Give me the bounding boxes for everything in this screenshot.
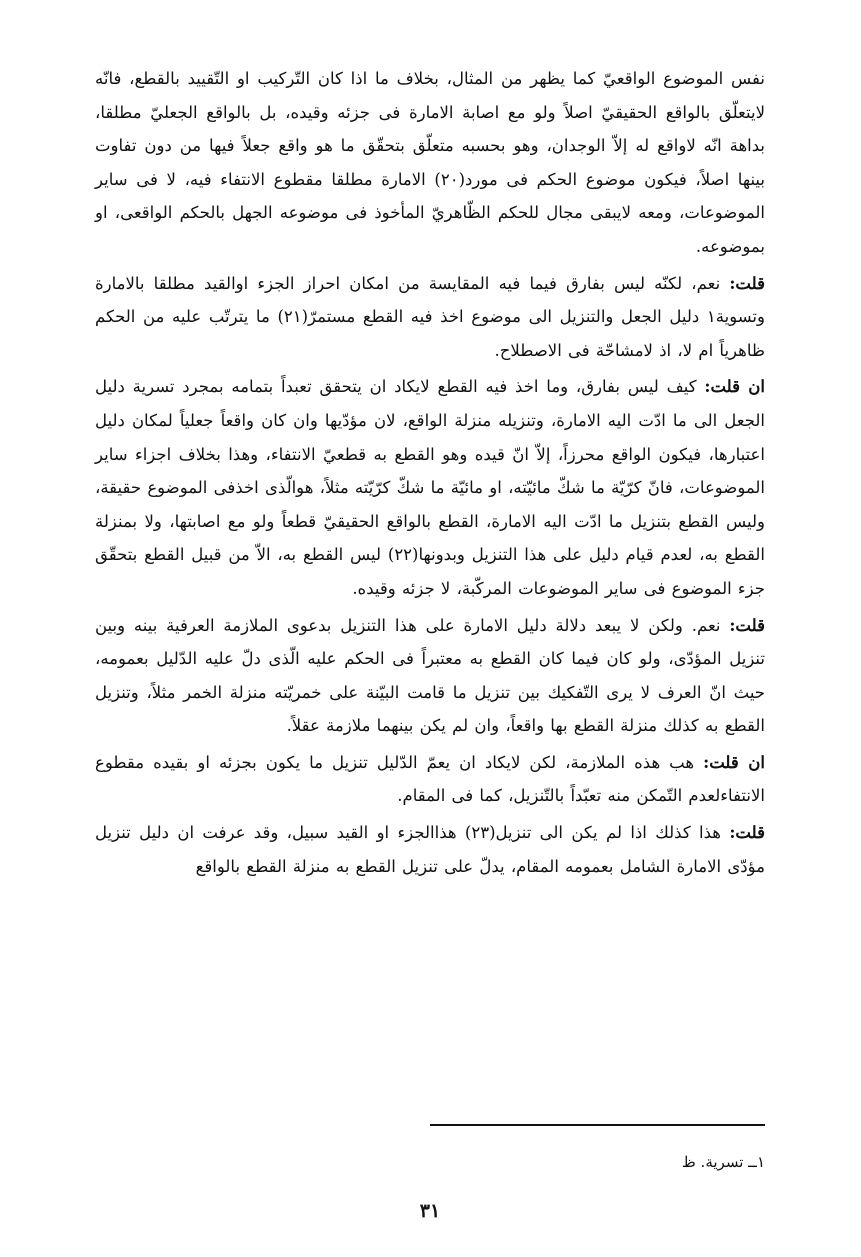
paragraph-4-text: نعم. ولكن لا يبعد دلالة دليل الامارة على هذا التنزيل بدعوى الملازمة العرفية بينه وبين تنزيل المؤدّى، ولو كان فيما كان القطع به معتبراً فى الحكم عليه الّذى دلّ عليه الدّليل بعمومه، حيث انّ العرف لا يرى التّفكيك بين تنزيل ما قامت البيّنة على خمريّته منزلة الخمر مثلاً، وتنزيل القطع به كذلك منزلة القطع بها واقعاً، وان لم يكن بينهما ملازمة عقلاً. [95, 615, 765, 736]
paragraph-3-lead: ان قلت: [704, 377, 766, 397]
paragraph-2-lead: قلت: [729, 273, 765, 293]
paragraph-6 [95, 816, 765, 883]
paragraph-2-text: نعم، لكنّه ليس بفارق فيما فيه المقايسة من امكان احراز الجزء اوالقيد مطلقا بالامارة وتسوية١ دليل الجعل والتنزيل الى موضوع اخذ فيه القطع مستمرّ(٢١) ما يترتّب عليه من الحكم ظاهرياً ام لا، اذ لامشاحّة فى الاصطلاح. [95, 273, 765, 360]
footnote-divider [430, 1124, 765, 1126]
paragraph-5-lead: ان قلت: [703, 752, 765, 772]
paragraph-3 [95, 370, 765, 605]
paragraph-3-text: كيف ليس بفارق، وما اخذ فيه القطع لايكاد ان يتحقق تعبداً بتمامه بمجرد تسرية دليل الجعل الى ما ادّت اليه الامارة، وتنزيله منزلة الواقع، لان مؤدّيها وان كان واقعاً جعلياً لمكان دليل اعتبارها، فيكون الواقع محرزاً، إلاّ انّ قيده وهو القطع به قطعيّ الانتفاء، وهذا بخلاف اجزاء ساير الموضوعات، فانّ كرّيّة ما شكّ مائيّته، او مائيّة ما شكّ كرّيّته مثلاً، هوالّذى اخذفى الموضوع حقيقة، وليس القطع بتنزيل ما ادّت اليه الامارة، القطع بالواقع الحقيقيّ قطعاً ولو مع اصابتها، ولا بمنزلة القطع به، لعدم قيام دليل على هذا التنزيل وبدونها(٢٢) ليس القطع به، الاّ من قبيل القطع بتحقّق جزء الموضوع فى ساير الموضوعات المركّبة، لا جزئه وقيده. [95, 377, 765, 598]
paragraph-6-text: هذا كذلك اذا لم يكن الى تنزيل(٢٣) هذاالجزء او القيد سبيل، وقد عرفت ان دليل تنزيل مؤدّى الامارة الشامل بعمومه المقام، يدلّ على تنزيل القطع به منزلة القطع بالواقع [95, 823, 765, 876]
paragraph-2 [95, 267, 765, 368]
book-page [95, 62, 765, 1242]
paragraph-1-text: نفس الموضوع الواقعيّ كما يظهر من المثال، بخلاف ما اذا كان التّركيب او التّقييد بالقطع، فانّه لايتعلّق بالواقع الحقيقيّ اصلاً ولو مع اصابة الامارة فى جزئه وقيده، بل بالواقع الجعليّ مطلقا، بداهة انّه لاواقع له إلاّ الوجدان، وهو بحسبه متعلّق بتحقّق ما هو واقع جعلاً فيها من دون تفاوت بينها اصلاً، فيكون موضوع الحكم فى مورد(٢٠) الامارة مطلقا مقطوع الانتفاء فيه، لا فى ساير الموضوعات، ومعه لايبقى مجال للحكم الظّاهريّ المأخوذ فى موضوعه الجهل بالحكم الواقعى، او بموضوعه. [95, 69, 765, 256]
footnote: ١ــ تسرية. ظ [681, 1153, 765, 1171]
paragraph-1 [95, 62, 765, 264]
paragraph-5-text: هب هذه الملازمة، لكن لايكاد ان يعمّ الدّليل تنزيل ما يكون بجزئه او بقيده مقطوع الانتفاءلعدم التّمكن منه تعبّداً بالتّنزيل، كما فى المقام. [95, 752, 765, 806]
paragraph-4-lead: قلت: [729, 615, 765, 635]
paragraph-6-lead: قلت: [729, 823, 765, 843]
page-number: ٣١ [419, 1200, 441, 1222]
paragraph-4 [95, 609, 765, 743]
paragraph-5 [95, 746, 765, 813]
